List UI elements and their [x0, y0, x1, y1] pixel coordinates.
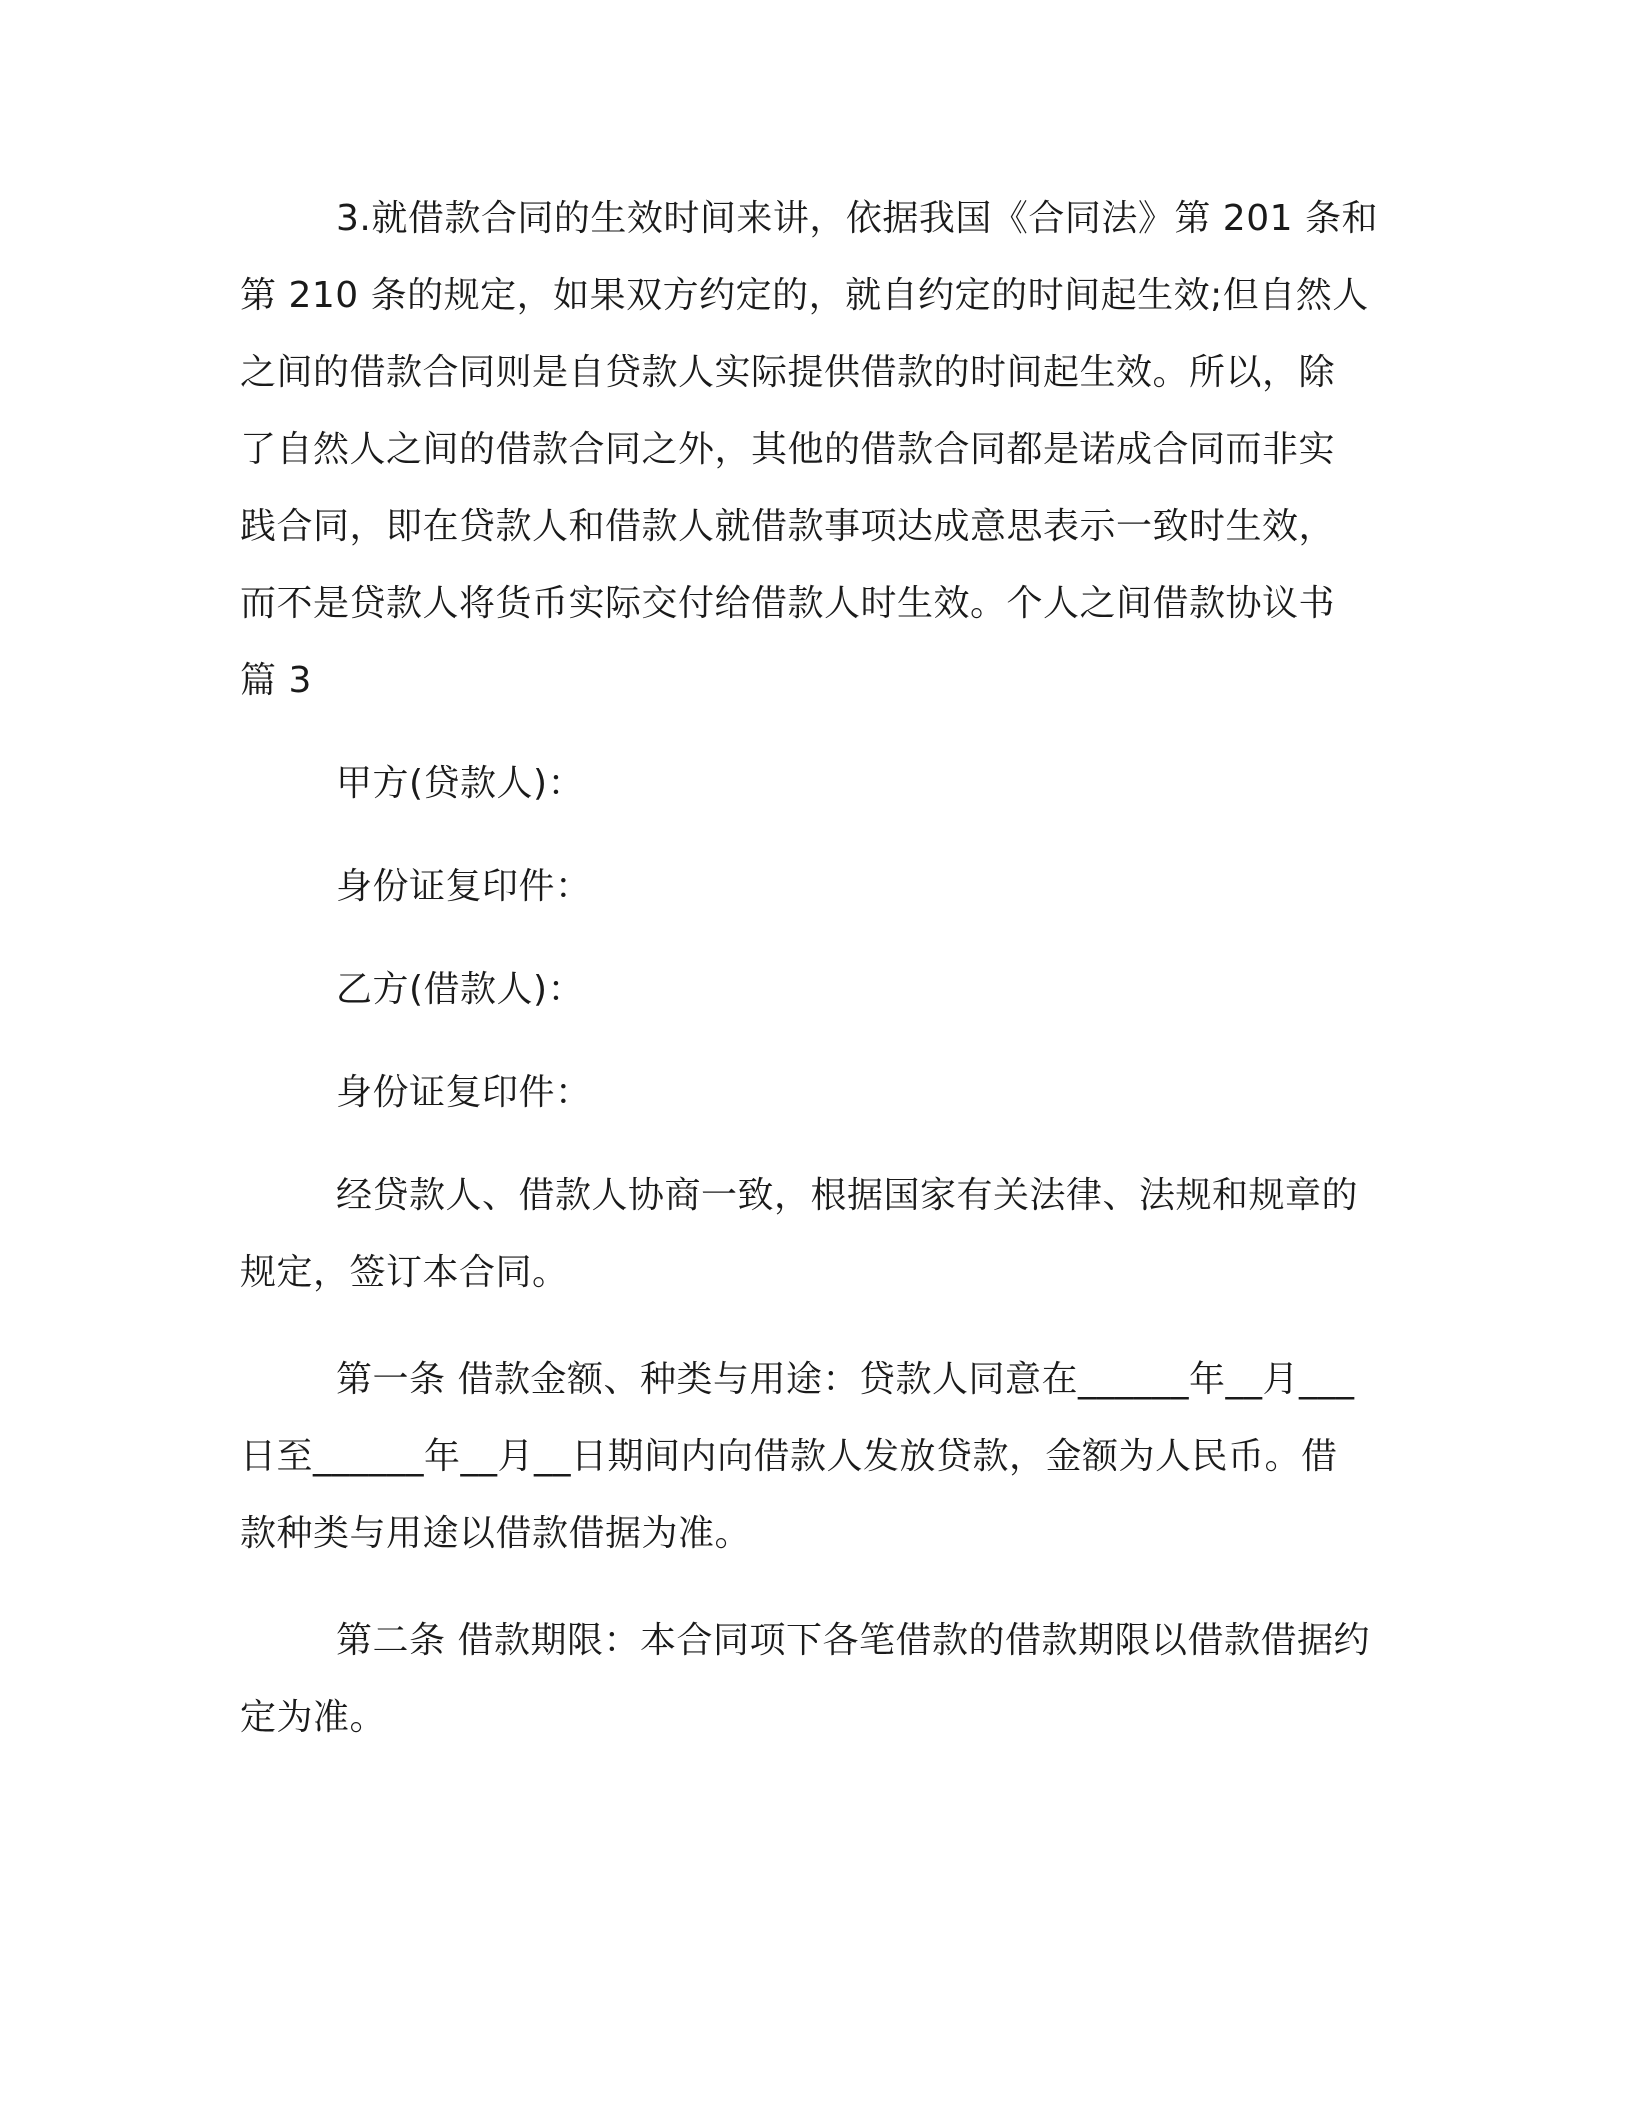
- text-line: 定为准。: [240, 1697, 387, 1738]
- paragraph-agreement: [240, 1157, 1400, 1311]
- text-line: 第一条 借款金额、种类与用途：贷款人同意在______年__月___: [336, 1359, 1355, 1400]
- spacer: [240, 822, 1400, 848]
- paragraph-effective-time: [240, 180, 1400, 719]
- text-line: 践合同，即在贷款人和借款人就借款事项达成意思表示一致时生效，: [240, 506, 1336, 547]
- party-b-label: [240, 951, 1400, 1028]
- text-line: 乙方(借款人)：: [336, 969, 585, 1010]
- text-line: 之间的借款合同则是自贷款人实际提供借款的时间起生效。所以，除: [240, 352, 1336, 393]
- article-one: [240, 1341, 1400, 1572]
- text-line: 了自然人之间的借款合同之外，其他的借款合同都是诺成合同而非实: [240, 429, 1336, 470]
- text-line: 身份证复印件：: [336, 866, 592, 907]
- spacer: [240, 1311, 1400, 1341]
- text-line: 经贷款人、借款人协商一致，根据国家有关法律、法规和规章的: [336, 1175, 1359, 1216]
- text-line: 甲方(贷款人)：: [336, 763, 585, 804]
- text-line: 篇 3: [240, 660, 312, 701]
- spacer: [240, 1028, 1400, 1054]
- text-line: 第二条 借款期限：本合同项下各笔借款的借款期限以借款借据约: [336, 1620, 1370, 1661]
- text-line: 款种类与用途以借款借据为准。: [240, 1513, 752, 1554]
- document-page: [240, 180, 1400, 1756]
- text-line: 3.就借款合同的生效时间来讲，依据我国《合同法》第 201 条和: [336, 198, 1378, 239]
- article-two: [240, 1602, 1400, 1756]
- party-b-id-label: [240, 1054, 1400, 1131]
- text-line: 日至______年__月__日期间内向借款人发放贷款，金额为人民币。借: [240, 1436, 1338, 1477]
- text-line: 第 210 条的规定，如果双方约定的，就自约定的时间起生效;但自然人: [240, 275, 1369, 316]
- party-a-label: [240, 745, 1400, 822]
- text-line: 而不是贷款人将货币实际交付给借款人时生效。个人之间借款协议书: [240, 583, 1336, 624]
- spacer: [240, 1131, 1400, 1157]
- spacer: [240, 1572, 1400, 1602]
- party-a-id-label: [240, 848, 1400, 925]
- text-line: 规定，签订本合同。: [240, 1252, 569, 1293]
- spacer: [240, 925, 1400, 951]
- text-line: 身份证复印件：: [336, 1072, 592, 1113]
- spacer: [240, 719, 1400, 745]
